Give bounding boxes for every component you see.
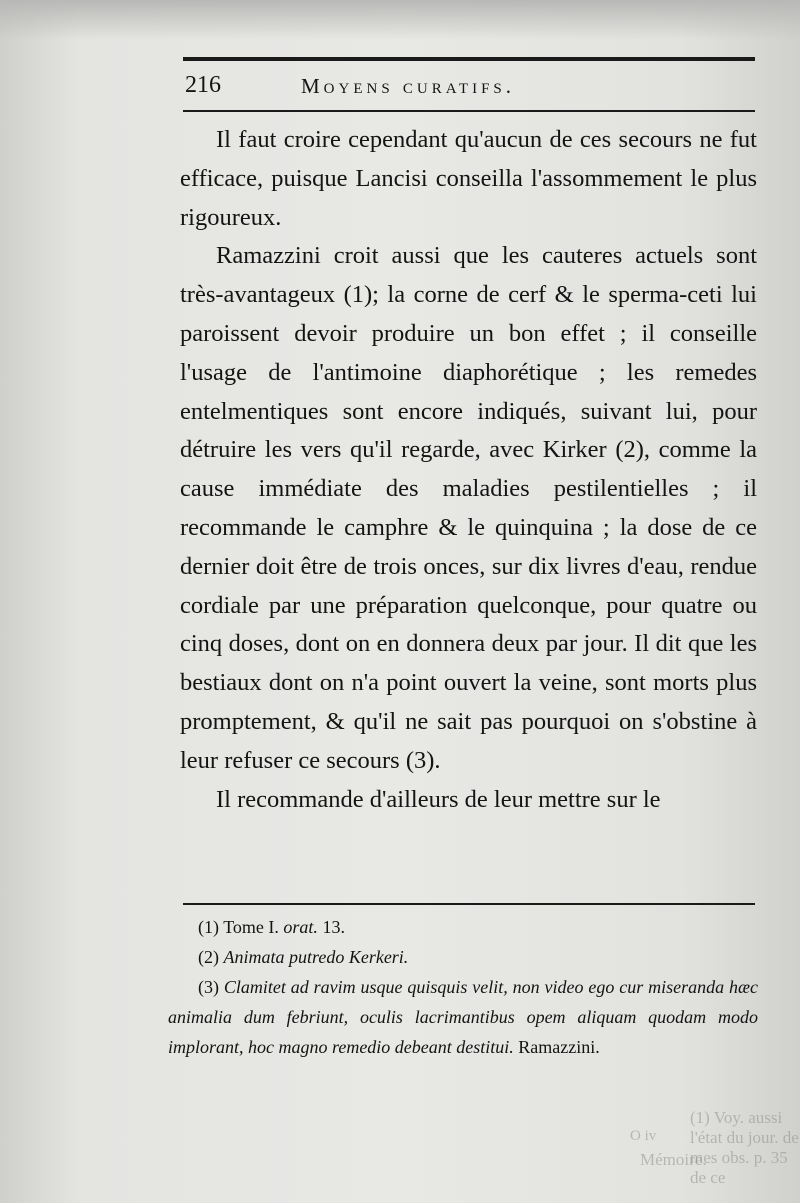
footnote-text: 13. <box>322 917 345 937</box>
footnote-text-italic: Clamitet ad ravim usque quisquis velit, non video ego cur miseranda hæc animalia dum febriunt, oculis lacrimantibus opem aliquam quodam modo implorant, hoc magno remedio debeant destitui. <box>168 977 759 1057</box>
body-text <box>180 121 757 819</box>
bleed-through-line-2: Mémoire. <box>640 1150 707 1169</box>
footnote-text: Tome I. <box>223 917 279 937</box>
footnote-rule <box>183 903 755 905</box>
footnote-3 <box>168 972 758 1062</box>
paragraph-3: Il recommande d'ailleurs de leur mettre sur le <box>216 785 661 813</box>
bleed-through-line-1: (1) Voy. aussi l'état du jour. de mes obs. p. 35 de ce <box>690 1108 799 1187</box>
page-top-shadow <box>0 0 800 40</box>
footnote-marker: (2) <box>198 947 219 967</box>
footnote-1 <box>168 912 758 942</box>
footnote-text-italic: Animata putredo Kerkeri. <box>223 947 409 967</box>
page-number: 216 <box>185 72 221 98</box>
paragraph-2: Ramazzini croit aussi que les cauteres actuels sont très-avantageux (1); la corne de cerf & le sperma-ceti lui paroissent devoir produire un bon effet ; il conseille l'usage de l'antimoine diaphorétique ; les remedes entelmentiques sont encore indiqués, suivant lui, pour détruire les vers qu'il regarde, avec Kirker (2), comme la cause immédiate des maladies pestilentielles ; il recommande le camphre & le quinquina ; la dose de ce dernier doit être de trois onces, sur dix livres d'eau, rendue cordiale par une préparation quelconque, pour quatre ou cinq doses, dont on en donnera deux par jour. Il dit que les bestiaux dont on n'a point ouvert la veine, sont morts plus promptement, & qu'il ne sait pas pourquoi on s'obstine à leur refuser ce secours (3). <box>180 242 757 774</box>
bleed-through-signature: O iv <box>630 1128 657 1144</box>
footnote-2 <box>168 942 758 972</box>
running-title: Moyens curatifs. <box>301 74 516 98</box>
footnote-text-italic: orat. <box>283 917 318 937</box>
header-rule-bottom <box>183 110 755 112</box>
footnotes <box>168 912 758 1062</box>
paragraph-1: Il faut croire cependant qu'aucun de ces secours ne fut efficace, puisque Lancisi conseilla l'assommement le plus rigoureux. <box>180 126 757 231</box>
footnote-marker: (3) <box>198 977 219 997</box>
footnote-marker: (1) <box>198 917 219 937</box>
header-rule-top <box>183 57 755 61</box>
running-head <box>183 66 755 106</box>
footnote-attribution: Ramazzini. <box>518 1037 600 1057</box>
